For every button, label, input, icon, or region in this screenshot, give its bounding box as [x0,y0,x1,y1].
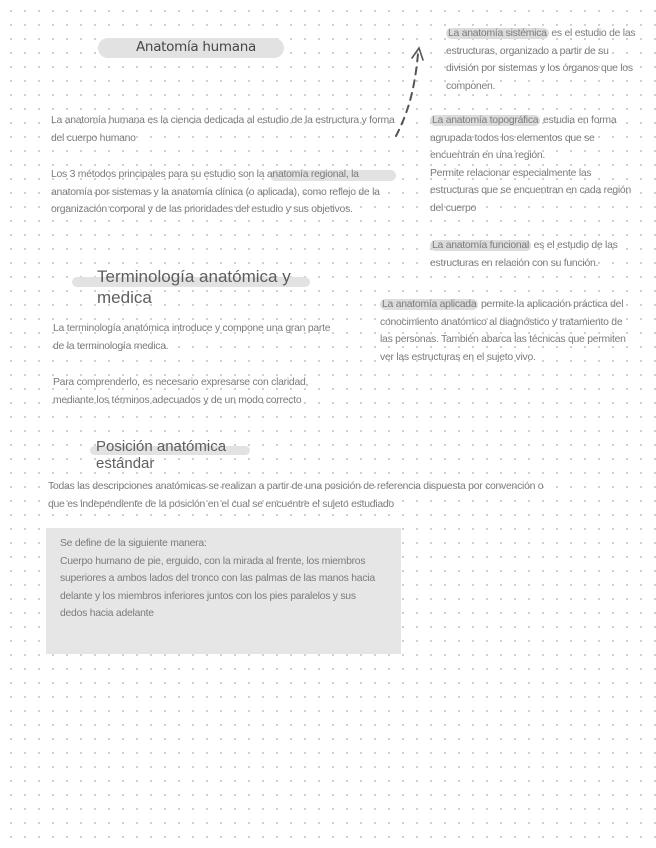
text-funcional: es el estudio de las estructuras en relación con su función. [430,240,618,269]
text-aplicada: permite la aplicación práctica del conocimiento anatómico al diagnóstico y tratamiento de las personas. También abarca las técnicas que permiten ver las estructuras en el sujeto vivo. [380,299,626,363]
definition-box-text [60,535,380,623]
anatomia-aplicada-block [380,296,636,366]
term-aplicada: La anatomía aplicada [382,299,477,310]
term-funcional: La anatomía funcional [432,240,529,251]
term-topografica: La anatomía topográfica [432,115,539,126]
anatomia-funcional-block [430,237,636,272]
definition-intro: Se define de la siguiente manera: [60,538,207,549]
intro-paragraph-2: Los 3 métodos principales para su estudio son la anatomía regional, la anatomía por sistemas y la anatomía clínica (o aplicada), como reflejo de la organización corporal y de las prioridades del estudio y sus objetivos. [51,169,380,215]
page-title: Anatomía humana [136,39,256,55]
text-topografica-extra: Permite relacionar especialmente las estructuras que se encuentran en cada región del cuerpo [430,167,631,214]
intro-paragraph-1: La anatomía humana es la ciencia dedicada al estudio de la estructura y forma del cuerpo humano [51,115,395,144]
page-title-highlight [98,38,284,58]
text-topografica: estudia en forma agrupada todos los elementos que se encuentran en una región. [430,115,617,161]
posicion-heading: Posición anatómica estándar [96,438,227,472]
text-sistemica: es el estudio de las estructuras, organizado a partir de su división por sistemas y los órganos que los componen. [446,28,636,92]
anatomia-sistemica-block [446,25,636,95]
terminologia-paragraph-2: Para comprenderlo, es necesario expresarse con claridad, mediante los términos adecuados y de un modo correcto [53,377,309,406]
definition-body: Cuerpo humano de pie, erguido, con la mirada al frente, los miembros superiores a ambos lados del tronco con las palmas de las manos hacia delante y los miembros inferiores juntos con los pies paralelos y sus dedos hacia adelante [60,555,375,619]
anatomia-topografica-block [430,112,636,217]
terminologia-paragraph-1: La terminología anatómica introduce y compone una gran parte de la terminología medica. [53,323,331,352]
posicion-paragraph: Todas las descripciones anatómicas se realizan a partir de una posición de referencia dispuesta por convención o que es independiente de la posición en el cual se encuentre el sujeto estudiado [48,481,544,510]
terminologia-heading: Terminología anatómica y medica [97,267,291,307]
term-sistemica: La anatomía sistémica [448,28,547,39]
